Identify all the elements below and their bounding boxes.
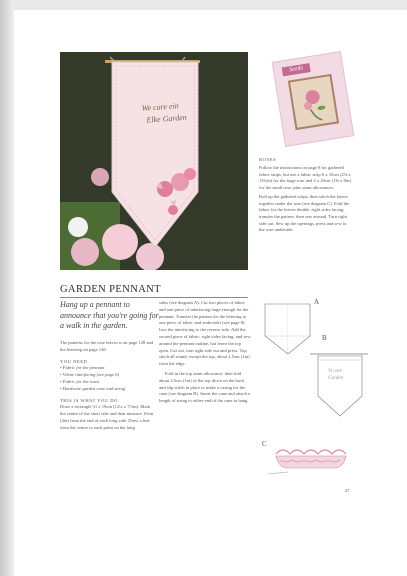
page-number: 27 (345, 488, 350, 493)
list-item: • Vilene interfacing (see page 6) (60, 372, 120, 378)
diagram-b-lettering-line: Vi care (328, 369, 343, 374)
roses-paragraph: Follow the instructions on page 8 for gathered fabric strips, but use a fabric strip 6 x 35cm (2⅜ x 13¾in) for the large rose and 4 x 20cm (1⅝ x 8in) for the small rose, plus seam allowances. (259, 165, 351, 191)
instructions-column-2 (159, 300, 251, 408)
diagram-c-label: C (262, 440, 267, 448)
diagram-a-label: A (314, 298, 320, 306)
list-item: • Hardware garden cane and string (60, 385, 126, 391)
instructions-paragraph: sides (see diagram A). Cut two pieces of fabric and one piece of interfacing large enough for the pennant. Transfer the pattern for the lettering to one piece of fabric and embroider (see page 8). Iron the interfacing to the reverse side. Add the second piece of fabric, right sides facing, and sew around the pennant outline, but leave the top open. Cut out, turn right side out and press. Top stitch all round, except the top, about 2.5cm (1in) from the edge. (159, 300, 251, 367)
instructions-column-1 (60, 340, 155, 432)
you-need-heading: YOU NEED (60, 358, 88, 364)
embroidery-line-2: Elke Garden (146, 112, 188, 125)
roses-heading: ROSES (259, 157, 277, 162)
diagram-b-label: B (322, 334, 327, 342)
seed-packet-label: Seeds (282, 63, 311, 76)
seed-packet-image (272, 51, 355, 147)
instructions-paragraph: Fold in the top seam allowance, then fold about 2.5cm (1in) of the top down on the back and slip stitch in place to make a casing for the cane (see diagram B). Insert the cane and attach a length of string to either end of the cane to hang. (159, 370, 251, 404)
list-item: • Fabric for the pennant (60, 365, 105, 371)
materials-list (60, 365, 155, 392)
how-to-heading: THIS IS WHAT YOU DO (60, 397, 118, 403)
embroidery-line-1: We care ein (141, 101, 180, 113)
title-divider (60, 297, 248, 298)
scan-top-edge (0, 0, 407, 10)
roses-instructions (259, 165, 351, 236)
diagram-drawings (258, 296, 368, 486)
project-intro: Hang up a pennant to announce that you're going for a walk in the garden. (60, 300, 159, 330)
diagram-b-lettering (328, 368, 343, 382)
book-gutter-shadow (0, 0, 14, 576)
diagram-b-lettering-line: Garden (328, 376, 344, 381)
project-title: GARDEN PENNANT (60, 284, 161, 295)
patterns-note: The patterns for the rose leaves is on page 128 and the lettering on page 148. (60, 340, 154, 352)
instructions-text: Draw a rectangle 31 x 19cm (12¼ x 7½in). Mark the centre of the short side and then measure 10cm (4in) from the end of each long side. Draw a line from the centre to each point on the long (60, 404, 154, 430)
pennant-photo (60, 52, 248, 270)
diagrams (258, 296, 368, 491)
roses-paragraph: Roll up the gathered strips, then stitch the layers together under the rose (see diagram C). Fold the fabric for the leaves double, right sides facing, transfer the pattern, then sew around. Turn right side out. Sew up the openings, press and sew to the rose underside. (259, 193, 350, 233)
list-item: • Fabric for the roses (60, 378, 100, 384)
seed-packet-rose-picture (288, 74, 339, 130)
